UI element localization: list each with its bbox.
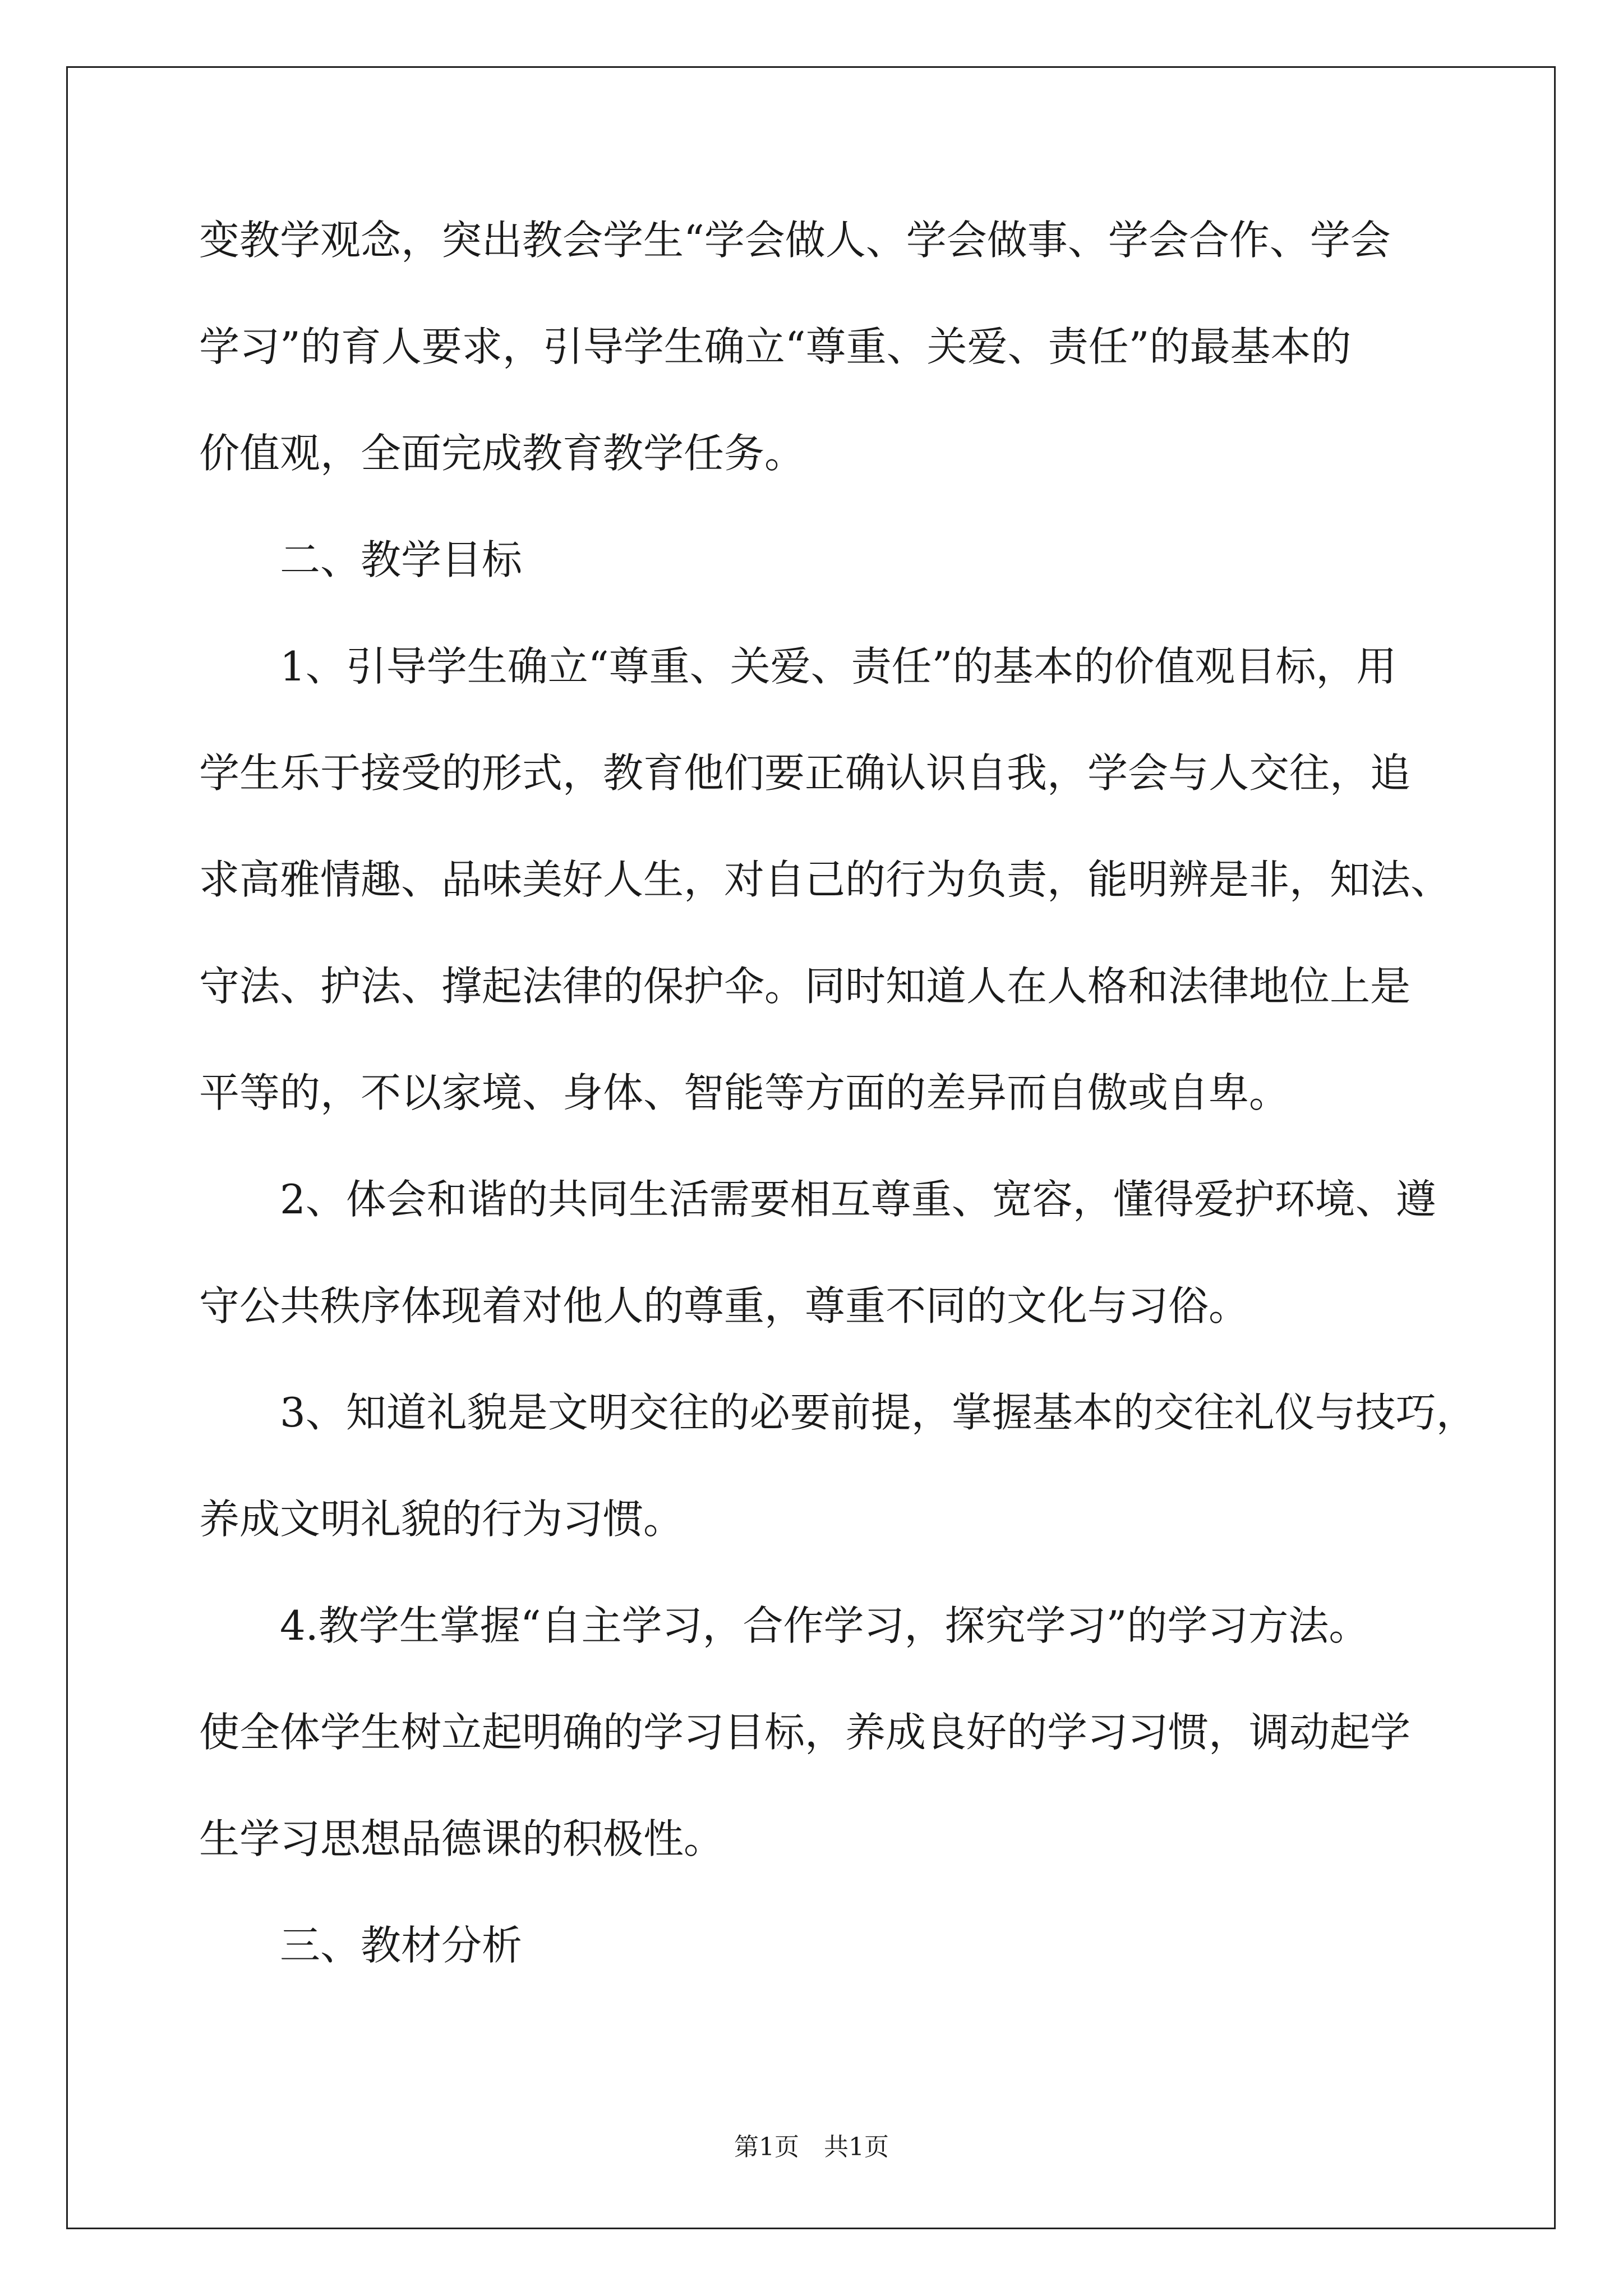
text-line: 守公共秩序体现着对他人的尊重，尊重不同的文化与习俗。 — [199, 1282, 1249, 1329]
text-line: 养成文明礼貌的行为习惯。 — [199, 1496, 684, 1543]
text-line: 学生乐于接受的形式，教育他们要正确认识自我，学会与人交往，追 — [199, 749, 1411, 797]
text-line: 使全体学生树立起明确的学习目标，养成良好的学习习惯，调动起学 — [199, 1709, 1411, 1756]
text-line: 价值观，全面完成教育教学任务。 — [199, 430, 805, 477]
page-border — [66, 66, 1556, 2229]
section-heading: 三、教材分析 — [199, 1922, 523, 1969]
text-line: 生学习思想品德课的积极性。 — [199, 1815, 725, 1862]
text-line: 守法、护法、撑起法律的保护伞。同时知道人在人格和法律地位上是 — [199, 963, 1411, 1010]
page-number: 第1页 共1页 — [734, 2133, 889, 2161]
text-line: 2、体会和谐的共同生活需要相互尊重、宽容，懂得爱护环境、遵 — [199, 1176, 1436, 1223]
text-line: 学习”的育人要求，引导学生确立“尊重、关爱、责任”的最基本的 — [199, 323, 1352, 370]
section-heading: 二、教学目标 — [199, 536, 523, 583]
text-line: 3、知道礼貌是文明交往的必要前提，掌握基本的交往礼仪与技巧， — [199, 1389, 1477, 1436]
text-line: 变教学观念，突出教会学生“学会做人、学会做事、学会合作、学会 — [199, 217, 1391, 264]
text-line: 求高雅情趣、品味美好人生，对自己的行为负责，能明辨是非，知法、 — [199, 856, 1451, 903]
text-line: 4.教学生掌握“自主学习，合作学习，探究学习”的学习方法。 — [199, 1602, 1370, 1649]
text-line: 平等的，不以家境、身体、智能等方面的差异而自傲或自卑。 — [199, 1069, 1290, 1116]
text-line: 1、引导学生确立“尊重、关爱、责任”的基本的价值观目标，用 — [199, 643, 1397, 690]
